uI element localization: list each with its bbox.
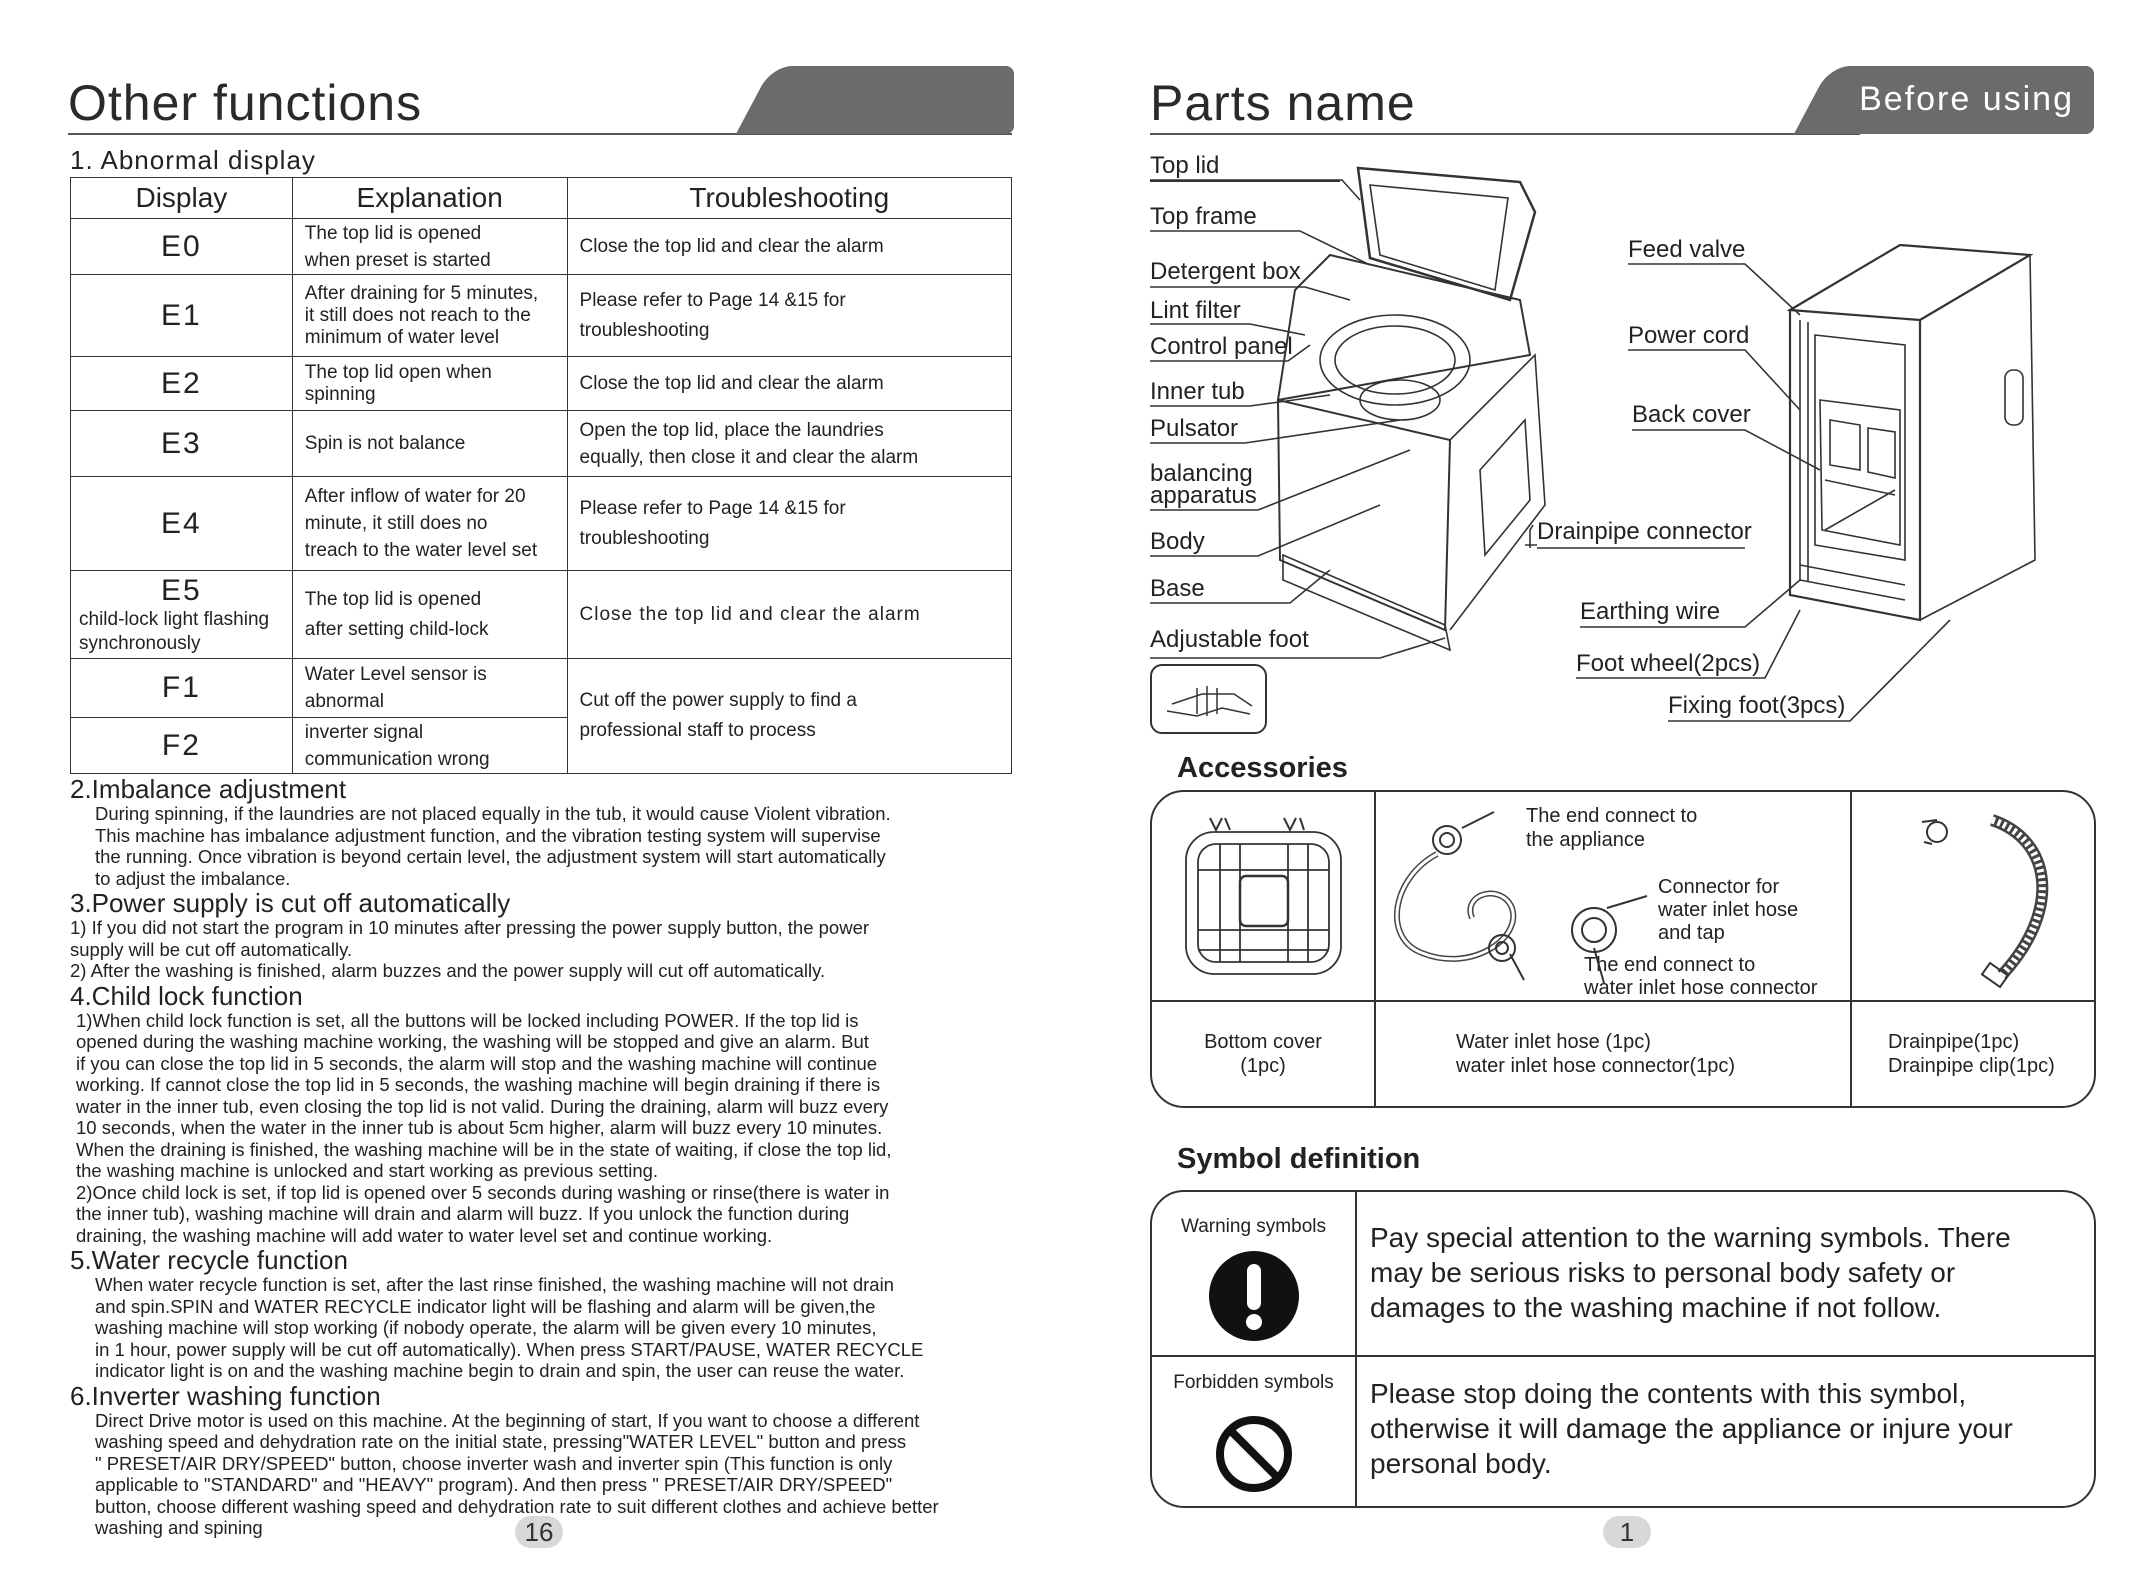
header-tab (800, 66, 1014, 134)
error-code: E0 (71, 219, 293, 275)
table-row (71, 357, 1012, 411)
part-label: Body (1150, 528, 1205, 555)
section-heading: 6.Inverter washing function (70, 1380, 381, 1411)
divider (1355, 1192, 1357, 1506)
symbol-definition-box (1150, 1190, 2096, 1508)
header-rule (1150, 133, 1860, 135)
accessories-title: Accessories (1177, 752, 1348, 784)
header-tab (1858, 66, 2094, 134)
label-underline (1150, 180, 1340, 182)
part-label: Earthing wire (1580, 598, 1721, 625)
table-header-row (71, 178, 1012, 219)
part-label: Drainpipe connector (1537, 518, 1752, 545)
accessory-drainpipe: Drainpipe(1pc) Drainpipe clip(1pc) (1888, 1031, 2055, 1077)
section-title-abnormal-display: 1. Abnormal display (70, 145, 316, 175)
section-heading: 5.Water recycle function (70, 1245, 348, 1275)
table-row (71, 571, 1012, 659)
section-item: 2)Once child lock is set, if top lid is opened over 5 seconds during washing or rinse(there is water in the inner tub), washing machine will drain and alarm will buzz. If you unlock the function during draining, the washing machine will add water to water level set and continue working. (76, 1181, 890, 1246)
part-label: Fixing foot(3pcs) (1668, 692, 1846, 719)
warning-symbol-description: Pay special attention to the warning symbols. There may be serious risks to personal body safety or damages to the washing machine if not follow. (1370, 1222, 2011, 1323)
column-header: Explanation (292, 178, 567, 219)
page-title: Other functions (68, 75, 423, 131)
error-explanation: After draining for 5 minutes, it still does not reach to the minimum of water level (292, 275, 567, 357)
error-troubleshooting: Close the top lid and clear the alarm (567, 571, 1011, 659)
function-sections (70, 775, 1020, 1539)
error-troubleshooting: Close the top lid and clear the alarm (567, 219, 1011, 275)
part-label: Feed valve (1628, 236, 1746, 263)
table-row (71, 219, 1012, 275)
part-label: Lint filter (1150, 297, 1241, 324)
divider (1152, 1355, 2094, 1357)
error-explanation: The top lid is opened after setting child-lock (292, 571, 567, 659)
error-code-note: child-lock light flashing synchronously (79, 608, 270, 654)
part-label: Adjustable foot (1150, 626, 1309, 653)
forbidden-symbol-label: Forbidden symbols (1173, 1372, 1334, 1393)
part-label: Foot wheel(2pcs) (1576, 650, 1761, 677)
error-code: F1 (71, 659, 293, 718)
tab-label: Before using (1859, 80, 2074, 118)
section-text: When water recycle function is set, after the last rinse finished, the washing machine will not drain and spin.SPIN and WATER RECYCLE indicator light will be flashing and alarm will be given,the washing machine will stop working (if nobody operate, the alarm will be given every 10 minutes, in 1 hour, power supply will be cut off automatically). When press START/PAUSE, WATER RECYCLE indicator light is on and the washing machine begin to drain and spin, the user can reuse the water. (95, 1274, 924, 1381)
section-heading: 2.Imbalance adjustment (70, 774, 347, 804)
table-row (71, 411, 1012, 477)
error-troubleshooting: Close the top lid and clear the alarm (567, 357, 1011, 411)
forbidden-prohibition-icon (1214, 1414, 1294, 1494)
symbol-definition-title: Symbol definition (1177, 1143, 1421, 1175)
error-explanation: The top lid open when spinning (292, 357, 567, 411)
error-code: E4 (71, 477, 293, 571)
page-title: Parts name (1150, 75, 1416, 131)
accessories-box (1150, 790, 2096, 1108)
error-troubleshooting: Open the top lid, place the laundries equally, then close it and clear the alarm (567, 411, 1011, 477)
part-label: Top lid (1150, 152, 1220, 179)
warning-exclamation-icon (1208, 1250, 1300, 1342)
page-number: 16 (515, 1516, 563, 1548)
hose-callout-connector: Connector for water inlet hose and tap (1658, 876, 1799, 944)
section-text: During spinning, if the laundries are not placed equally in the tub, it would cause Violent vibration. This machine has imbalance adjustment function, and the vibration testing system will supervise the running. Once vibration is beyond certain level, the adjustment system will start automatically to adjust the imbalance. (95, 803, 891, 889)
hose-callout-appliance-end: The end connect to the appliance (1526, 805, 1698, 851)
table-row (71, 659, 1012, 718)
column-header: Display (71, 178, 293, 219)
error-code-cell (71, 571, 293, 659)
error-code: E3 (71, 411, 293, 477)
error-explanation: Spin is not balance (292, 411, 567, 477)
section-item: 1) If you did not start the program in 10 minutes after pressing the power supply button, the power supply will be cut off automatically. (70, 917, 870, 960)
accessory-water-inlet-hose: Water inlet hose (1pc) water inlet hose connector(1pc) (1456, 1031, 1736, 1077)
part-label: Inner tub (1150, 378, 1245, 405)
adjustable-foot-icon (1152, 666, 1265, 732)
table-row (71, 275, 1012, 357)
section-text: Direct Drive motor is used on this machine. At the beginning of start, If you want to choose a different washing speed and dehydration rate on the initial state, pressing"WATER LEVEL" button and press " PRESET/AIR DRY/SPEED" button, choose inverter wash and inverter spin (This function is only applicable to "STANDARD" and "HEAVY" program). And then press " PRESET/AIR DRY/SPEED" button, choose different washing speed and dehydration rate to suit different clothes and achieve better washing and spining (95, 1409, 939, 1538)
part-label: Back cover (1632, 401, 1751, 428)
page-number: 1 (1603, 1516, 1651, 1548)
washing-machine-diagram (1100, 150, 2060, 750)
error-code: E1 (71, 275, 293, 357)
section-heading: 4.Child lock function (70, 980, 303, 1011)
drainpipe-icon (1892, 800, 2072, 995)
part-label: Top frame (1150, 203, 1257, 230)
warning-symbol-label: Warning symbols (1180, 1216, 1326, 1237)
part-label: Power cord (1628, 322, 1750, 349)
accessory-bottom-cover: Bottom cover (1pc) (1204, 1031, 1322, 1077)
part-label: Control panel (1150, 333, 1293, 360)
error-code: E5 (161, 573, 202, 607)
error-code: F2 (71, 718, 293, 774)
error-code: E2 (71, 357, 293, 411)
divider (1850, 792, 1852, 1106)
divider (1152, 1000, 2094, 1002)
divider (1374, 792, 1376, 1106)
error-explanation: inverter signal communication wrong (292, 718, 567, 774)
adjustable-foot-inset (1150, 664, 1267, 734)
hose-callout-connector-end: The end connect to water inlet hose connector (1584, 954, 1818, 999)
part-label: Pulsator (1150, 415, 1239, 442)
error-explanation: The top lid is opened when preset is started (292, 219, 567, 275)
section-item: 2) After the washing is finished, alarm buzzes and the power supply will cut off automatically. (70, 960, 826, 981)
section-item: 1)When child lock function is set, all the buttons will be locked including POWER. If the top lid is opened during the washing machine working, the washing will be stopped and give an alarm. But if you can close the top lid in 5 seconds, the alarm will stop and the washing machine will continue working. If cannot close the top lid in 5 seconds, the washing machine will begin draining if there is water in the inner tub, even closing the top lid is not valid. During the draining, alarm will buzz every 10 seconds, when the water in the inner tub is about 5cm higher, alarm will buzz every 10 minutes. When the draining is finished, the washing machine will be in the state of waiting, if close the top lid, the washing machine is unlocked and start working as previous setting. (76, 1009, 892, 1181)
part-label: Base (1150, 575, 1205, 602)
error-explanation: Water Level sensor is abnormal (292, 659, 567, 718)
error-troubleshooting: Please refer to Page 14 &15 for troubleshooting (567, 477, 1011, 571)
error-troubleshooting: Please refer to Page 14 &15 for troubleshooting (567, 275, 1011, 357)
column-header: Troubleshooting (567, 178, 1011, 219)
table-row (71, 477, 1012, 571)
part-label: balancing apparatus (1150, 460, 1257, 509)
section-heading: 3.Power supply is cut off automatically (70, 888, 511, 918)
error-troubleshooting: Cut off the power supply to find a professional staff to process (567, 659, 1011, 774)
error-explanation: After inflow of water for 20 minute, it still does no treach to the water level set (292, 477, 567, 571)
forbidden-symbol-description: Please stop doing the contents with this symbol, otherwise it will damage the appliance or injure your personal body. (1370, 1378, 2013, 1479)
bottom-cover-icon (1180, 810, 1350, 980)
part-label: Detergent box (1150, 258, 1301, 285)
abnormal-display-table (70, 177, 1012, 774)
